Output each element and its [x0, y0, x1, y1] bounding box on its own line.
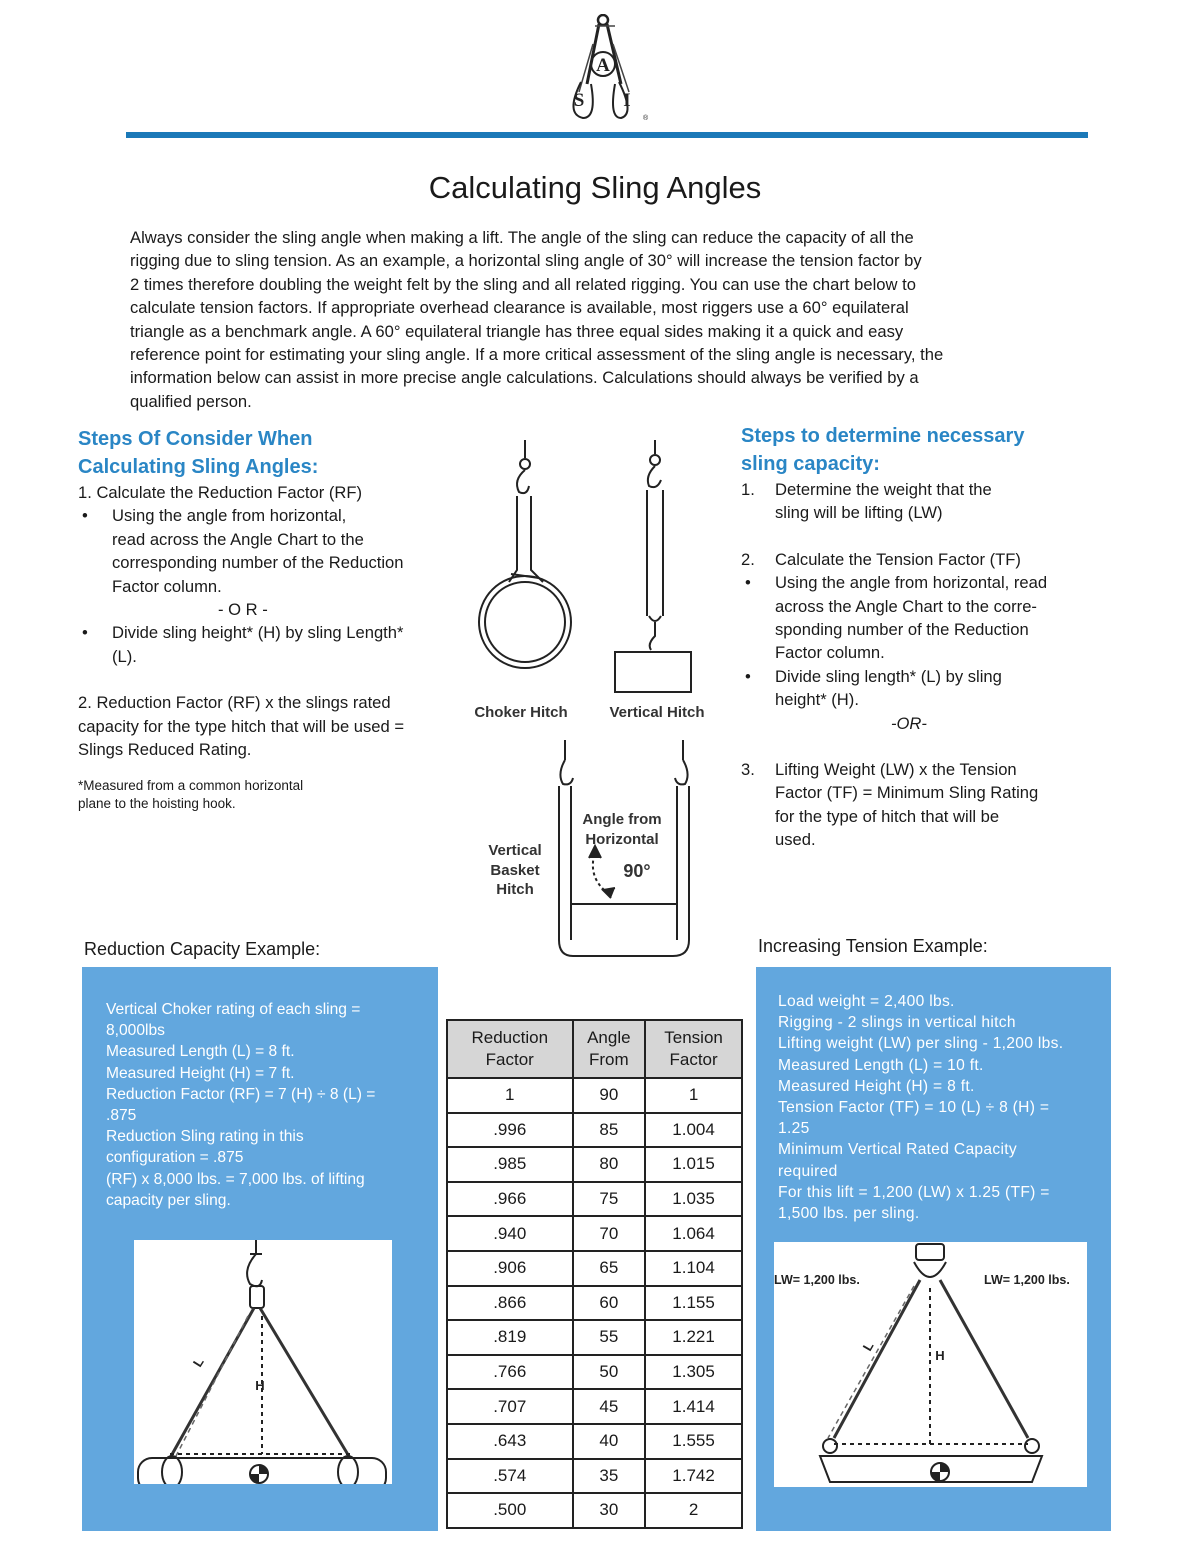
- left-bullet-b: [78, 621, 468, 668]
- asi-logo: [555, 14, 655, 124]
- reduction-example-caption: Reduction Capacity Example:: [84, 939, 321, 959]
- left-steps-body: [78, 481, 468, 813]
- intro-line: triangle as a benchmark angle. A 60° equilateral triangle has three equal sides making it a quick and easy: [130, 321, 904, 341]
- intro-line: 2 times therefore doubling the weight felt by the sling and all related rigging. You can use the chart below to: [130, 274, 916, 294]
- reduction-example-line: Reduction Sling rating in this: [106, 1128, 304, 1146]
- table-header-tension-factor: [645, 1020, 742, 1078]
- left-bullet-a-line: corresponding number of the Reduction: [112, 553, 404, 573]
- right-step-3: [741, 758, 1101, 852]
- table-cell-tension-factor: 1.004: [645, 1113, 742, 1148]
- header-line: From: [588, 1050, 629, 1069]
- vertical-hitch-icon: [615, 440, 691, 692]
- table-cell-reduction-factor: 1: [447, 1078, 573, 1113]
- table-cell-tension-factor: 1.742: [645, 1459, 742, 1494]
- reduction-example-line: Measured Height (H) = 7 ft.: [106, 1064, 295, 1082]
- angle-label-line: Angle from: [582, 811, 662, 828]
- right-step-2: [741, 548, 1101, 571]
- basket-hitch-label-line: Vertical: [488, 842, 542, 859]
- tension-example-line: Load weight = 2,400 lbs.: [778, 993, 955, 1010]
- table-cell-angle: 85: [573, 1113, 646, 1148]
- logo-letter-a: A: [596, 55, 610, 76]
- table-row: [447, 1320, 742, 1355]
- table-cell-reduction-factor: .574: [447, 1459, 573, 1494]
- table-cell-angle: 65: [573, 1251, 646, 1286]
- table-cell-angle: 35: [573, 1459, 646, 1494]
- footnote-line: *Measured from a common horizontal: [78, 778, 304, 794]
- tension-example-line: 1,500 lbs. per sling.: [778, 1205, 920, 1223]
- angle-chart-table: [446, 1019, 743, 1529]
- intro-line: Always consider the sling angle when making a lift. The angle of the sling can reduce the capacity of all the: [130, 228, 914, 247]
- logo-letter-s: S: [573, 90, 585, 111]
- left-bullet-a-line: read across the Angle Chart to the: [112, 529, 364, 549]
- left-heading: [78, 425, 468, 481]
- angle-label-line: Horizontal: [585, 831, 659, 848]
- right-heading: [741, 422, 1101, 478]
- tension-example-line: Tension Factor (TF) = 10 (L) ÷ 8 (H) =: [778, 1099, 1050, 1117]
- right-bullet-a-line: Factor column.: [775, 643, 885, 663]
- right-bullet-a: [741, 571, 1101, 665]
- right-bullet-a-line: sponding number of the Reduction: [775, 620, 1029, 640]
- right-bullet-b-line: Divide sling length* (L) by sling: [775, 666, 1002, 686]
- table-cell-tension-factor: 1.015: [645, 1147, 742, 1182]
- choker-lift-illustration: [134, 1240, 392, 1484]
- header-rule: [126, 132, 1088, 138]
- table-header-angle-from: [573, 1020, 646, 1078]
- hitch-diagrams: [465, 440, 725, 960]
- right-step-3-line: Factor (TF) = Minimum Sling Rating: [775, 783, 1039, 803]
- table-cell-angle: 40: [573, 1424, 646, 1459]
- table-cell-reduction-factor: .819: [447, 1320, 573, 1355]
- table-cell-tension-factor: 1.064: [645, 1216, 742, 1251]
- table-cell-angle: 60: [573, 1286, 646, 1321]
- table-cell-reduction-factor: .940: [447, 1216, 573, 1251]
- left-bullet-b-line: Divide sling height* (H) by sling Length*: [112, 623, 404, 643]
- table-row: [447, 1493, 742, 1528]
- table-cell-angle: 70: [573, 1216, 646, 1251]
- tension-example-text: [778, 991, 1108, 1224]
- table-cell-tension-factor: 2: [645, 1493, 742, 1528]
- left-bullet-a: [78, 504, 468, 598]
- tension-example-line: Minimum Vertical Rated Capacity: [778, 1141, 1017, 1159]
- right-step-1-line: sling will be lifting (LW): [775, 503, 943, 523]
- right-step-1: [741, 478, 1101, 525]
- center-of-gravity-icon: [250, 1465, 268, 1483]
- table-cell-angle: 50: [573, 1355, 646, 1390]
- tension-example-line: 1.25: [778, 1120, 810, 1138]
- table-row: [447, 1286, 742, 1321]
- left-heading-line: Calculating Sling Angles:: [78, 456, 319, 478]
- reduction-example-text: [106, 999, 426, 1211]
- bullet-icon: •: [745, 666, 751, 686]
- reduction-example-line: Vertical Choker rating of each sling =: [106, 1001, 361, 1018]
- table-row: [447, 1216, 742, 1251]
- table-row: [447, 1459, 742, 1494]
- reduction-example-line: (RF) x 8,000 lbs. = 7,000 lbs. of lifting: [106, 1170, 365, 1188]
- right-bullet-b-line: height* (H).: [775, 690, 859, 710]
- intro-line: qualified person.: [130, 391, 252, 411]
- table-cell-tension-factor: 1.035: [645, 1182, 742, 1217]
- table-cell-tension-factor: 1.305: [645, 1355, 742, 1390]
- right-step-3-line: for the type of hitch that will be: [775, 806, 1000, 826]
- basket-lift-photo: [774, 1242, 1087, 1487]
- table-row: [447, 1424, 742, 1459]
- logo-letter-i: I: [623, 90, 631, 111]
- right-step-3-line: used.: [775, 830, 816, 850]
- tension-example-caption: Increasing Tension Example:: [758, 936, 988, 956]
- reduction-example-line: configuration = .875: [106, 1149, 244, 1167]
- left-step-2-line: 2. Reduction Factor (RF) x the slings rated: [78, 693, 391, 713]
- table-header-row: [447, 1020, 742, 1078]
- table-cell-tension-factor: 1: [645, 1078, 742, 1113]
- right-step-3-line: Lifting Weight (LW) x the Tension: [775, 760, 1017, 780]
- basket-lift-illustration: [774, 1242, 1087, 1487]
- choker-lift-photo: [134, 1240, 392, 1484]
- left-bullet-a-line: Factor column.: [112, 576, 222, 596]
- table-cell-reduction-factor: .643: [447, 1424, 573, 1459]
- table-cell-angle: 75: [573, 1182, 646, 1217]
- table-header-reduction-factor: [447, 1020, 573, 1078]
- table-cell-angle: 55: [573, 1320, 646, 1355]
- left-steps-section: [78, 425, 468, 813]
- right-bullet-b: [741, 665, 1101, 712]
- sling-length-label: L: [189, 1354, 207, 1370]
- table-cell-angle: 90: [573, 1078, 646, 1113]
- page-title: Calculating Sling Angles: [428, 170, 762, 205]
- left-heading-line: Steps Of Consider When: [78, 428, 313, 450]
- table-cell-angle: 45: [573, 1389, 646, 1424]
- reduction-example-line: capacity per sling.: [106, 1191, 231, 1209]
- right-step-1-line: Determine the weight that the: [775, 480, 992, 499]
- choker-hitch-icon: [479, 440, 571, 668]
- table-row: [447, 1147, 742, 1182]
- intro-line: calculate tension factors. If appropriate overhead clearance is available, most riggers use a 60° equilateral: [130, 298, 909, 318]
- basket-hitch-icon: [559, 740, 689, 956]
- footnote-line: plane to the hoisting hook.: [78, 796, 236, 812]
- table-cell-reduction-factor: .966: [447, 1182, 573, 1217]
- right-sling-load-label: LW= 1,200 lbs.: [984, 1273, 1070, 1287]
- intro-line: rigging due to sling tension. As an example, a horizontal sling angle of 30° will increase the tension factor by: [130, 251, 922, 271]
- choker-hitch-label: Choker Hitch: [474, 704, 568, 721]
- right-step-number: 1.: [741, 480, 755, 499]
- right-step-number: 3.: [741, 760, 755, 780]
- table-row: [447, 1251, 742, 1286]
- tension-example-line: required: [778, 1162, 838, 1180]
- bullet-icon: •: [745, 573, 751, 593]
- table-cell-reduction-factor: .766: [447, 1355, 573, 1390]
- left-bullet-a-line: Using the angle from horizontal,: [112, 506, 347, 526]
- header-line: Factor: [669, 1050, 718, 1069]
- tension-example-line: For this lift = 1,200 (LW) x 1.25 (TF) =: [778, 1183, 1050, 1201]
- table-row: [447, 1113, 742, 1148]
- reduction-example-box: [82, 967, 438, 1531]
- table-cell-reduction-factor: .996: [447, 1113, 573, 1148]
- table-cell-tension-factor: 1.221: [645, 1320, 742, 1355]
- intro-line: reference point for estimating your sling angle. If a more critical assessment of the sling angle is necessary, the: [130, 345, 944, 365]
- right-bullet-a-line: Using the angle from horizontal, read: [775, 573, 1048, 593]
- reduction-example-line: 8,000lbs: [106, 1022, 165, 1040]
- right-steps-section: [741, 422, 1101, 852]
- intro-line: information below can assist in more precise angle calculations. Calculations should always be verified by a: [130, 368, 919, 388]
- table-row: [447, 1182, 742, 1217]
- left-or-separator: - O R -: [218, 600, 268, 620]
- sling-length-label: L: [859, 1339, 877, 1354]
- sling-height-label: H: [935, 1348, 945, 1363]
- reduction-example-line: .875: [106, 1107, 137, 1125]
- logo-registered-mark: ®: [643, 115, 649, 122]
- header-line: Reduction: [471, 1028, 549, 1047]
- table-cell-reduction-factor: .500: [447, 1493, 573, 1528]
- right-heading-line: sling capacity:: [741, 453, 880, 475]
- intro-paragraph: [130, 226, 1070, 413]
- tension-example-line: Lifting weight (LW) per sling - 1,200 lbs.: [778, 1035, 1064, 1053]
- table-row: [447, 1078, 742, 1113]
- right-step-2-line: Calculate the Tension Factor (TF): [775, 549, 1021, 569]
- reduction-example-line: Measured Length (L) = 8 ft.: [106, 1043, 295, 1061]
- reduction-example-line: Reduction Factor (RF) = 7 (H) ÷ 8 (L) =: [106, 1085, 376, 1103]
- hitch-diagram-illustration: [465, 440, 725, 960]
- table-cell-tension-factor: 1.414: [645, 1389, 742, 1424]
- right-step-number: 2.: [741, 549, 755, 569]
- sling-height-label: H: [255, 1378, 265, 1393]
- left-step-2-line: Slings Reduced Rating.: [78, 740, 252, 760]
- sling-chain-logo-icon: [555, 14, 655, 124]
- left-bullet-b-line: (L).: [112, 646, 137, 666]
- left-sling-load-label: LW= 1,200 lbs.: [774, 1273, 860, 1287]
- header-line: Angle: [587, 1028, 631, 1047]
- tension-example-line: Rigging - 2 slings in vertical hitch: [778, 1014, 1016, 1032]
- header-line: Tension: [664, 1028, 723, 1047]
- right-heading-line: Steps to determine necessary: [741, 425, 1025, 447]
- table-row: [447, 1355, 742, 1390]
- basket-hitch-label-line: Basket: [490, 862, 540, 879]
- header-line: Factor: [485, 1050, 534, 1069]
- basket-hitch-label-line: Hitch: [496, 881, 534, 898]
- left-step-1: 1. Calculate the Reduction Factor (RF): [78, 483, 363, 502]
- tension-example-line: Measured Length (L) = 10 ft.: [778, 1056, 984, 1074]
- vertical-hitch-label: Vertical Hitch: [609, 704, 705, 721]
- table-cell-angle: 30: [573, 1493, 646, 1528]
- right-bullet-a-line: across the Angle Chart to the corre-: [775, 596, 1037, 616]
- table-row: [447, 1389, 742, 1424]
- table-cell-tension-factor: 1.104: [645, 1251, 742, 1286]
- table-cell-reduction-factor: .866: [447, 1286, 573, 1321]
- tension-example-box: [756, 967, 1111, 1531]
- left-step-2-line: capacity for the type hitch that will be used =: [78, 716, 405, 736]
- right-or-separator: -OR-: [891, 713, 927, 733]
- table-cell-angle: 80: [573, 1147, 646, 1182]
- table-cell-tension-factor: 1.155: [645, 1286, 742, 1321]
- bullet-icon: •: [82, 623, 88, 643]
- angle-value: 90°: [623, 861, 651, 881]
- right-steps-body: [741, 478, 1101, 852]
- table-cell-reduction-factor: .906: [447, 1251, 573, 1286]
- table-cell-reduction-factor: .985: [447, 1147, 573, 1182]
- tension-example-line: Measured Height (H) = 8 ft.: [778, 1077, 975, 1095]
- center-of-gravity-icon: [931, 1463, 949, 1481]
- table-cell-tension-factor: 1.555: [645, 1424, 742, 1459]
- bullet-icon: •: [82, 506, 88, 526]
- table-cell-reduction-factor: .707: [447, 1389, 573, 1424]
- angle-arrow-icon: [589, 846, 615, 898]
